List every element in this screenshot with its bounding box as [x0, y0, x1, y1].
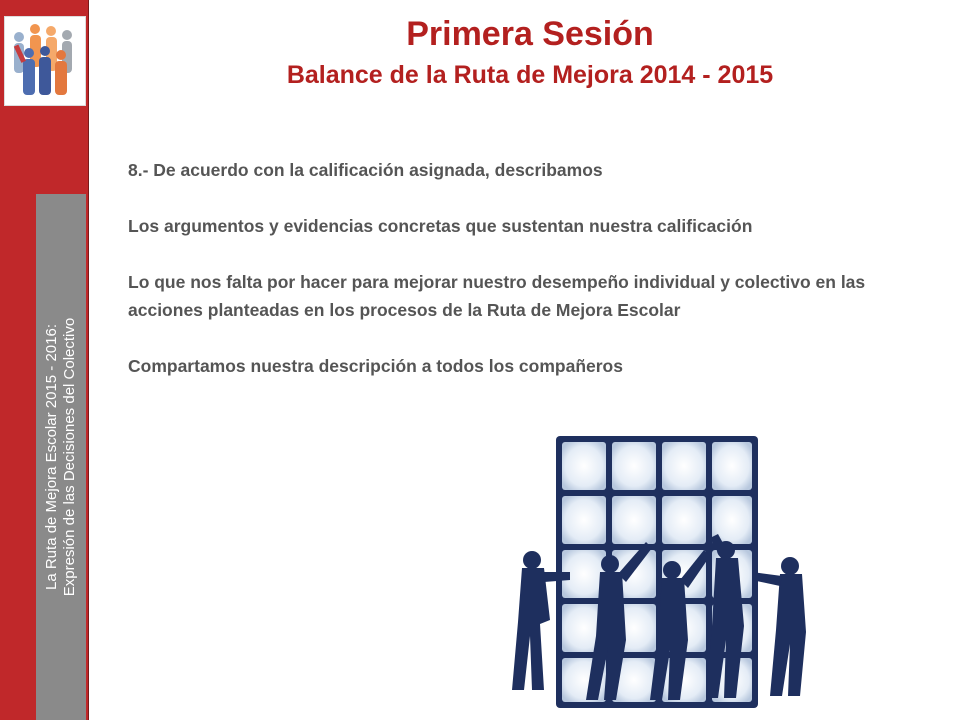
paragraph-2: Los argumentos y evidencias concretas que sustentan nuestra calificación	[128, 216, 753, 236]
paragraph-1: 8.- De acuerdo con la calificación asignada, describamos	[128, 160, 603, 180]
sidebar	[0, 0, 89, 720]
vertical-caption	[36, 194, 86, 720]
paragraph-3: Lo que nos falta por hacer para mejorar nuestro desempeño individual y colectivo en las acciones planteadas en los procesos de la Ruta de Mejora Escolar	[128, 272, 866, 320]
logo	[4, 16, 86, 106]
people-pushing-grid-icon	[440, 400, 880, 720]
body-text	[128, 156, 898, 408]
illustration	[440, 400, 880, 720]
paragraph-4: Compartamos nuestra descripción a todos los compañeros	[128, 356, 623, 376]
vertical-caption-line1: La Ruta de Mejora Escolar 2015 - 2016:	[43, 324, 60, 590]
page-subtitle: Balance de la Ruta de Mejora 2014 - 2015	[286, 61, 774, 89]
people-group-icon	[5, 17, 85, 105]
vertical-caption-line2: Expresión de las Decisiones del Colectivo	[61, 317, 78, 597]
page-title: Primera Sesión	[406, 15, 654, 53]
